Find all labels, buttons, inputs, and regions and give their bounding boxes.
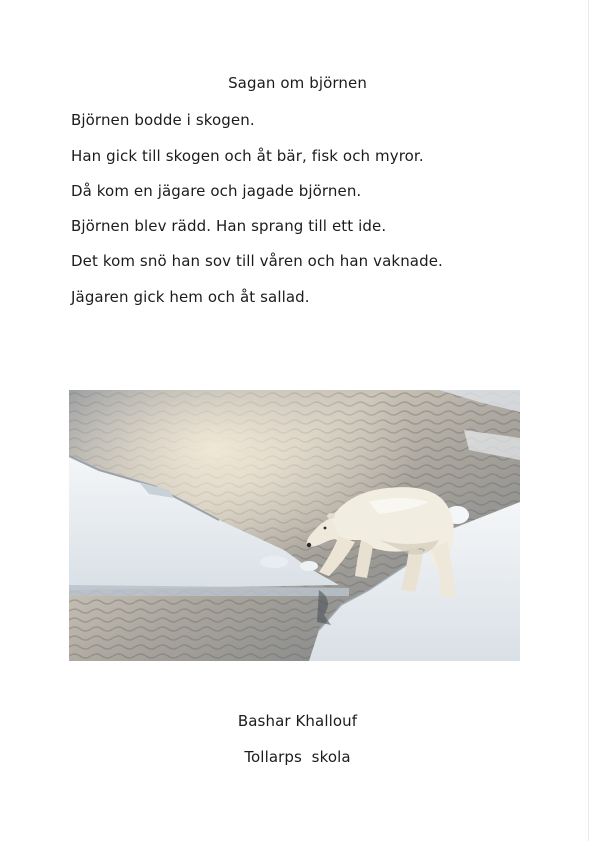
school-name: Tollarps skola [244,748,351,766]
story-line-1: Björnen bodde i skogen. [71,111,255,129]
polar-bear-photo [69,390,520,661]
author-name: Bashar Khallouf [237,712,358,730]
story-line-2: Han gick till skogen och åt bär, fisk och myror. [71,147,424,165]
story-line-4: Björnen blev rädd. Han sprang till ett ide. [71,217,387,235]
story-title: Sagan om björnen [228,74,367,92]
scan-edge [588,0,589,841]
story-line-6: Jägaren gick hem och åt sallad. [71,288,310,306]
story-line-3: Då kom en jägare och jagade björnen. [71,182,362,200]
story-line-5: Det kom snö han sov till våren och han vaknade. [71,252,443,270]
